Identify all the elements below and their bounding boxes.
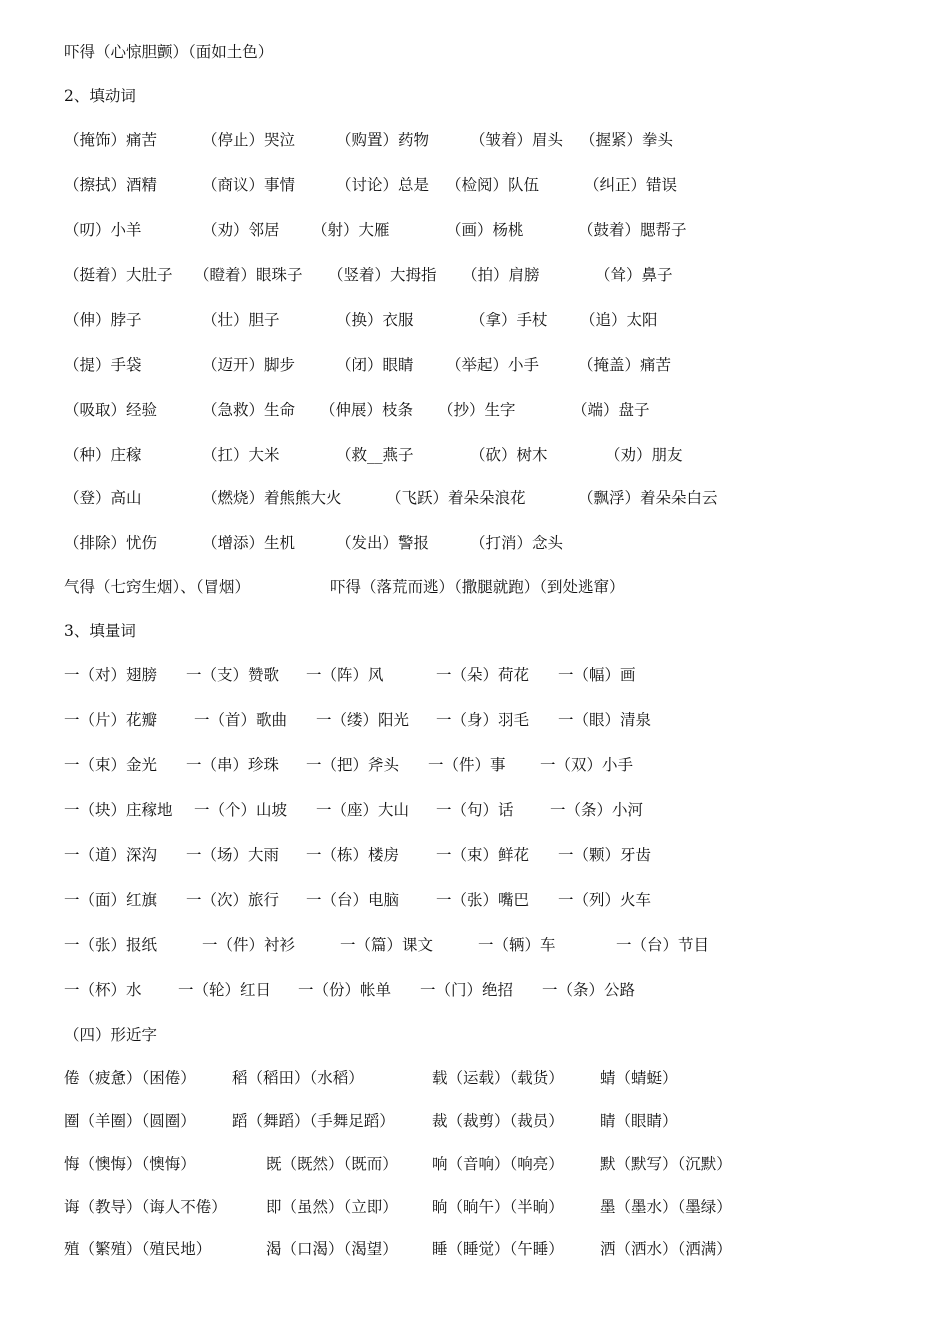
exercise-item: （飞跃）着朵朵浪花 bbox=[386, 489, 526, 507]
exercise-row bbox=[0, 491, 950, 513]
exercise-item: 一（面）红旗 bbox=[64, 891, 158, 909]
exercise-item: （叨）小羊 bbox=[64, 221, 142, 239]
section-heading-line bbox=[0, 89, 950, 111]
exercise-item: （挺着）大肚子 bbox=[64, 266, 173, 284]
exercise-item: 默（默写）（沉默） bbox=[600, 1155, 732, 1173]
exercise-item: （提）手袋 bbox=[64, 356, 142, 374]
section-heading-line bbox=[0, 624, 950, 646]
exercise-item: （停止）哭泣 bbox=[202, 131, 296, 149]
exercise-item: 蹈（舞蹈）（手舞足蹈） bbox=[232, 1112, 395, 1130]
exercise-item: 一（件）衬衫 bbox=[202, 936, 296, 954]
exercise-row bbox=[0, 313, 950, 335]
exercise-item: 一（座）大山 bbox=[316, 801, 410, 819]
exercise-item: 一（杯）水 bbox=[64, 981, 142, 999]
exercise-item: （擦拭）酒精 bbox=[64, 176, 158, 194]
exercise-item: 渴（口渴）（渴望） bbox=[266, 1240, 398, 1258]
exercise-item: 一（束）金光 bbox=[64, 756, 158, 774]
exercise-item: （举起）小手 bbox=[446, 356, 540, 374]
exercise-item: （射）大雁 bbox=[312, 221, 390, 239]
exercise-item: （发出）警报 bbox=[336, 534, 430, 552]
exercise-item: 一（场）大雨 bbox=[186, 846, 280, 864]
exercise-item: （拍）肩膀 bbox=[462, 266, 540, 284]
section-heading: 2、填动词 bbox=[64, 87, 136, 105]
exercise-item: 裁（裁剪）（裁员） bbox=[432, 1112, 564, 1130]
exercise-item: 一（辆）车 bbox=[478, 936, 556, 954]
exercise-item: （迈开）脚步 bbox=[202, 356, 296, 374]
exercise-item: 墨（墨水）（墨绿） bbox=[600, 1198, 732, 1216]
exercise-item: （端）盘子 bbox=[572, 401, 650, 419]
exercise-item: （急救）生命 bbox=[202, 401, 296, 419]
exercise-item: 一（对）翅膀 bbox=[64, 666, 158, 684]
exercise-item: 载（运载）（载货） bbox=[432, 1069, 564, 1087]
exercise-item: 圈（羊圈）（圆圈） bbox=[64, 1112, 196, 1130]
exercise-item: 一（双）小手 bbox=[540, 756, 634, 774]
exercise-row bbox=[0, 1157, 950, 1179]
exercise-item: （商议）事情 bbox=[202, 176, 296, 194]
exercise-item: 一（台）电脑 bbox=[306, 891, 400, 909]
exercise-row bbox=[0, 1200, 950, 1222]
exercise-item: 吓得（心惊胆颤）（面如土色） bbox=[64, 43, 274, 61]
exercise-item: （救__燕子 bbox=[336, 446, 414, 464]
exercise-item: （讨论）总是 bbox=[336, 176, 430, 194]
exercise-row bbox=[0, 983, 950, 1005]
exercise-item: 气得（七窍生烟）、（冒烟） bbox=[64, 578, 251, 596]
exercise-item: 一（块）庄稼地 bbox=[64, 801, 173, 819]
exercise-item: 一（支）赞歌 bbox=[186, 666, 280, 684]
exercise-item: 一（台）节目 bbox=[616, 936, 710, 954]
exercise-item: （伸展）枝条 bbox=[320, 401, 414, 419]
exercise-item: 一（首）歌曲 bbox=[194, 711, 288, 729]
exercise-item: 一（次）旅行 bbox=[186, 891, 280, 909]
exercise-item: 响（音响）（响亮） bbox=[432, 1155, 564, 1173]
exercise-row bbox=[0, 1114, 950, 1136]
section-heading: 3、填量词 bbox=[64, 622, 136, 640]
exercise-item: 诲（教导）（诲人不倦） bbox=[64, 1198, 227, 1216]
exercise-item: 一（件）事 bbox=[428, 756, 506, 774]
exercise-item: （换）衣服 bbox=[336, 311, 414, 329]
exercise-row bbox=[0, 1242, 950, 1264]
exercise-item: 一（张）嘴巴 bbox=[436, 891, 530, 909]
exercise-item: 一（朵）荷花 bbox=[436, 666, 530, 684]
exercise-item: 一（幅）画 bbox=[558, 666, 636, 684]
exercise-item: 一（身）羽毛 bbox=[436, 711, 530, 729]
exercise-item: 一（片）花瓣 bbox=[64, 711, 158, 729]
exercise-item: 吓得（落荒而逃）（撒腿就跑）（到处逃窜） bbox=[330, 578, 625, 596]
exercise-item: 一（颗）牙齿 bbox=[558, 846, 652, 864]
exercise-item: 一（份）帐单 bbox=[298, 981, 392, 999]
exercise-item: 一（个）山坡 bbox=[194, 801, 288, 819]
exercise-item: （皱着）眉头 bbox=[470, 131, 564, 149]
exercise-item: 一（缕）阳光 bbox=[316, 711, 410, 729]
exercise-item: 一（条）公路 bbox=[542, 981, 636, 999]
exercise-item: （种）庄稼 bbox=[64, 446, 142, 464]
exercise-row bbox=[0, 358, 950, 380]
exercise-row bbox=[0, 758, 950, 780]
exercise-row bbox=[0, 893, 950, 915]
exercise-row bbox=[0, 803, 950, 825]
exercise-row bbox=[0, 848, 950, 870]
exercise-item: 即（虽然）（立即） bbox=[266, 1198, 398, 1216]
exercise-item: 一（束）鲜花 bbox=[436, 846, 530, 864]
exercise-item: （砍）树木 bbox=[470, 446, 548, 464]
exercise-item: （飘浮）着朵朵白云 bbox=[578, 489, 718, 507]
exercise-item: 一（列）火车 bbox=[558, 891, 652, 909]
exercise-item: 稻（稻田）（水稻） bbox=[232, 1069, 364, 1087]
exercise-item: （扛）大米 bbox=[202, 446, 280, 464]
exercise-item: 蜻（蜻蜓） bbox=[600, 1069, 678, 1087]
exercise-item: 殖（繁殖）（殖民地） bbox=[64, 1240, 212, 1258]
exercise-item: （登）高山 bbox=[64, 489, 142, 507]
exercise-item: （画）杨桃 bbox=[446, 221, 524, 239]
exercise-item: （闭）眼睛 bbox=[336, 356, 414, 374]
exercise-item: 晌（晌午）（半晌） bbox=[432, 1198, 564, 1216]
exercise-row bbox=[0, 448, 950, 470]
exercise-row bbox=[0, 536, 950, 558]
exercise-row bbox=[0, 668, 950, 690]
exercise-item: （检阅）队伍 bbox=[446, 176, 540, 194]
exercise-item: 一（把）斧头 bbox=[306, 756, 400, 774]
exercise-item: （抄）生字 bbox=[438, 401, 516, 419]
exercise-item: 一（篇）课文 bbox=[340, 936, 434, 954]
exercise-item: 一（道）深沟 bbox=[64, 846, 158, 864]
exercise-item: （伸）脖子 bbox=[64, 311, 142, 329]
exercise-item: 一（阵）风 bbox=[306, 666, 384, 684]
exercise-item: （鼓着）腮帮子 bbox=[578, 221, 687, 239]
exercise-item: 一（张）报纸 bbox=[64, 936, 158, 954]
exercise-item: （排除）忧伤 bbox=[64, 534, 158, 552]
exercise-item: （握紧）拳头 bbox=[580, 131, 674, 149]
exercise-item: （打消）念头 bbox=[470, 534, 564, 552]
exercise-item: （增添）生机 bbox=[202, 534, 296, 552]
section-heading-line bbox=[0, 1028, 950, 1050]
exercise-item: 一（栋）楼房 bbox=[306, 846, 400, 864]
section-heading: （四）形近字 bbox=[64, 1026, 158, 1044]
exercise-row bbox=[0, 45, 950, 67]
exercise-item: 洒（洒水）（洒满） bbox=[600, 1240, 732, 1258]
exercise-item: 悔（懊悔）（懊悔） bbox=[64, 1155, 196, 1173]
exercise-item: 一（句）话 bbox=[436, 801, 514, 819]
exercise-row bbox=[0, 403, 950, 425]
exercise-item: 既（既然）（既而） bbox=[266, 1155, 398, 1173]
exercise-item: 睡（睡觉）（午睡） bbox=[432, 1240, 564, 1258]
exercise-item: 睛（眼睛） bbox=[600, 1112, 678, 1130]
exercise-item: （劝）朋友 bbox=[605, 446, 683, 464]
exercise-item: 一（条）小河 bbox=[550, 801, 644, 819]
exercise-item: （壮）胆子 bbox=[202, 311, 280, 329]
exercise-row bbox=[0, 938, 950, 960]
exercise-row bbox=[0, 713, 950, 735]
exercise-row bbox=[0, 580, 950, 602]
exercise-row bbox=[0, 223, 950, 245]
exercise-item: （掩盖）痛苦 bbox=[578, 356, 672, 374]
exercise-item: （吸取）经验 bbox=[64, 401, 158, 419]
exercise-item: （掩饰）痛苦 bbox=[64, 131, 158, 149]
exercise-item: （瞪着）眼珠子 bbox=[194, 266, 303, 284]
exercise-item: （燃烧）着熊熊大火 bbox=[202, 489, 342, 507]
exercise-row bbox=[0, 1071, 950, 1093]
exercise-item: （拿）手杖 bbox=[470, 311, 548, 329]
exercise-item: （纠正）错误 bbox=[584, 176, 678, 194]
exercise-item: （劝）邻居 bbox=[202, 221, 280, 239]
exercise-item: （购置）药物 bbox=[336, 131, 430, 149]
exercise-item: 一（串）珍珠 bbox=[186, 756, 280, 774]
exercise-row bbox=[0, 178, 950, 200]
exercise-row bbox=[0, 268, 950, 290]
exercise-row bbox=[0, 133, 950, 155]
exercise-item: 一（眼）清泉 bbox=[558, 711, 652, 729]
exercise-item: （耸）鼻子 bbox=[595, 266, 673, 284]
exercise-item: （追）太阳 bbox=[580, 311, 658, 329]
exercise-item: （竖着）大拇指 bbox=[328, 266, 437, 284]
exercise-item: 倦（疲惫）（困倦） bbox=[64, 1069, 196, 1087]
exercise-item: 一（门）绝招 bbox=[420, 981, 514, 999]
exercise-item: 一（轮）红日 bbox=[178, 981, 272, 999]
